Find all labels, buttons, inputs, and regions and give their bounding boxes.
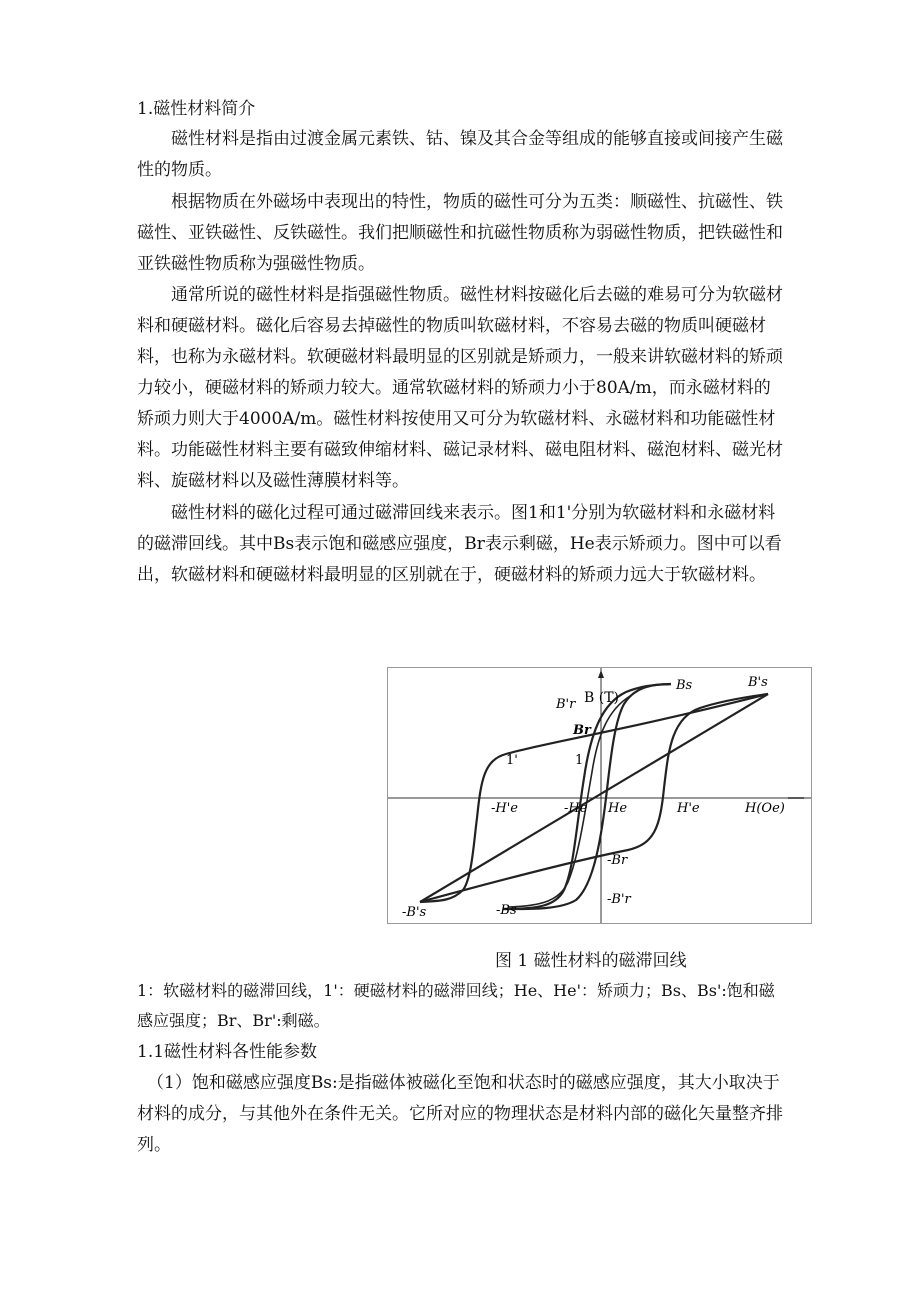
b-axis-arrow xyxy=(598,670,604,678)
label-curve-hard: 1' xyxy=(506,753,518,768)
paragraph-1 xyxy=(137,124,787,186)
paragraph-text: 磁性材料的磁化过程可通过磁滞回线来表示。图1和1'分别为软磁材料和永磁材料的磁滞回线。其中Bs表示饱和磁感应强度，Br表示剩磁，He表示矫顽力。图中可以看出，软磁材料和硬磁材料最明显的区别就在于，硬磁材料的矫顽力远大于软磁材料。 xyxy=(137,503,782,585)
label-curve-soft: 1 xyxy=(575,753,584,768)
label-he: He xyxy=(608,801,628,816)
label-neg-br: -Br xyxy=(607,853,628,868)
paragraph-text: 根据物质在外磁场中表现出的特性，物质的磁性可分为五类：顺磁性、抗磁性、铁磁性、亚铁磁性、反铁磁性。我们把顺磁性和抗磁性物质称为弱磁性物质，把铁磁性和亚铁磁性物质称为强磁性物质。 xyxy=(137,192,783,274)
paragraph-text: 磁性材料是指由过渡金属元素铁、钴、镍及其合金等组成的能够直接或间接产生磁性的物质。 xyxy=(137,129,783,180)
label-br-prime: B'r xyxy=(556,697,576,712)
label-neg-bs-prime: -B's xyxy=(402,905,427,920)
label-neg-bs: -Bs xyxy=(496,903,517,918)
label-h-axis: H(Oe) xyxy=(745,801,785,816)
section-title: 1.磁性材料简介 xyxy=(137,99,256,119)
label-neg-he-prime: -H'e xyxy=(491,801,518,816)
figure-note: 1：软磁材料的磁滞回线，1'：硬磁材料的磁滞回线；He、He'：矫顽力；Bs、Bs':饱和磁感应强度；Br、Br':剩磁。 xyxy=(137,981,775,1030)
paragraph-text: 通常所说的磁性材料是指强磁性物质。磁性材料按磁化后去磁的难易可分为软磁材料和硬磁材料。磁化后容易去掉磁性的物质叫软磁材料，不容易去磁的物质叫硬磁材料，也称为永磁材料。软硬磁材料最明显的区别就是矫顽力，一般来讲软磁材料的矫顽力较小，硬磁材料的矫顽力较大。通常软磁材料的矫顽力小于80A/m，而永磁材料的矫顽力则大于4000A/m。磁性材料按使用又可分为软磁材料、永磁材料和功能磁性材料。功能磁性材料主要有磁致伸缩材料、磁记录材料、磁电阻材料、磁泡材料、磁光材料、旋磁材料以及磁性薄膜材料等。 xyxy=(137,285,783,491)
parameter-item-1 xyxy=(137,1068,787,1161)
hysteresis-figure xyxy=(387,667,812,924)
label-neg-br-prime: -B'r xyxy=(607,892,631,907)
paragraph-4 xyxy=(137,498,787,591)
parameter-item-text: （1）饱和磁感应强度Bs:是指磁体被磁化至饱和状态时的磁感应强度，其大小取决于材料的成分，与其他外在条件无关。它所对应的物理状态是材料内部的磁化矢量整齐排列。 xyxy=(137,1073,783,1155)
paragraph-3 xyxy=(137,280,787,497)
label-bs: Bs xyxy=(676,678,693,693)
label-neg-he: -He xyxy=(564,801,588,816)
label-bs-prime: B's xyxy=(748,675,768,690)
figure-caption: 图 1 磁性材料的磁滞回线 xyxy=(495,951,687,971)
subsection-title: 1.1磁性材料各性能参数 xyxy=(137,1042,318,1062)
label-he-prime: H'e xyxy=(677,801,700,816)
hysteresis-diagram xyxy=(388,668,811,923)
label-b-axis: B (T) xyxy=(584,690,619,706)
label-br: Br xyxy=(573,723,591,738)
paragraph-2 xyxy=(137,187,787,280)
